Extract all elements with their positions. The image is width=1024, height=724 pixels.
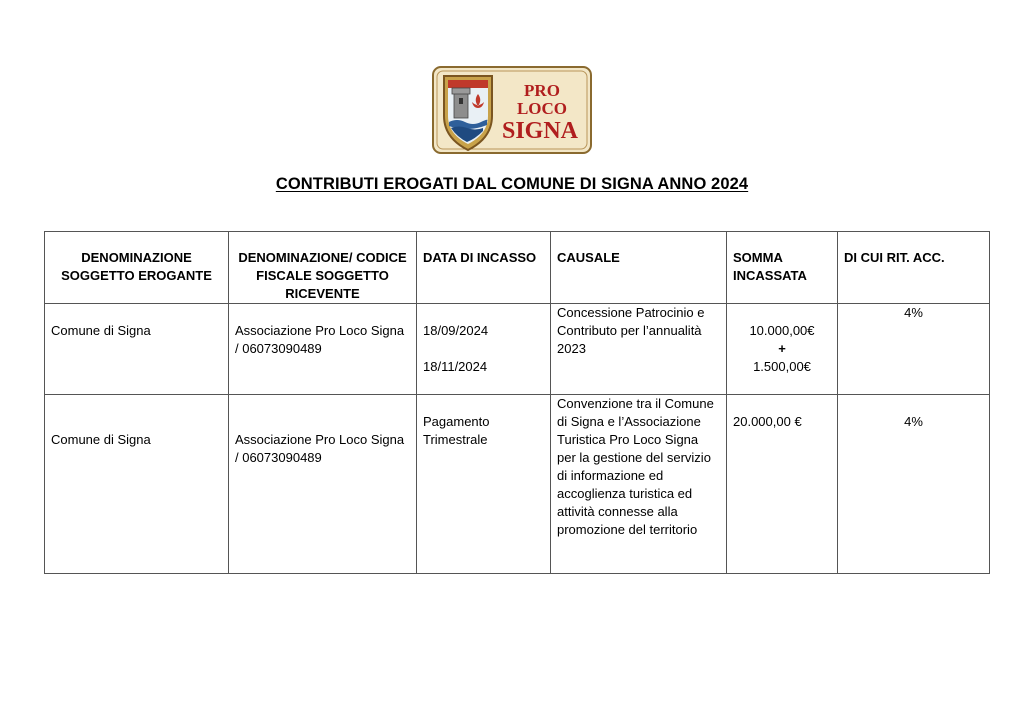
- cell-somma: [727, 395, 838, 574]
- data-incasso-2: 18/11/2024: [423, 359, 488, 374]
- causale-text: Convenzione tra il Comune di Signa e l’Associazione Turistica Pro Loco Signa per la gestione del servizio di informazione ed accoglienza turistica ed attività connesse alla promozione del territorio: [557, 396, 714, 537]
- cell-somma: [727, 304, 838, 395]
- cell-ritenuta: [838, 395, 990, 574]
- page-title: CONTRIBUTI EROGATI DAL COMUNE DI SIGNA ANNO 2024: [275, 175, 749, 193]
- causale-text: Concessione Patrocinio e Contributo per l’annualità 2023: [557, 305, 705, 356]
- somma-2: 1.500,00€: [753, 359, 811, 374]
- somma-1: 10.000,00€: [749, 323, 815, 338]
- ricevente-text: Associazione Pro Loco Signa / 06073090489: [235, 432, 405, 465]
- cell-data: [417, 395, 551, 574]
- header-somma: SOMMA INCASSATA: [727, 232, 838, 304]
- ritenuta-text: 4%: [904, 305, 923, 320]
- data-incasso-1: 18/09/2024: [423, 323, 489, 338]
- pro-loco-signa-logo: [432, 66, 592, 154]
- cell-causale: [551, 304, 727, 395]
- erogante-text: Comune di Signa: [51, 432, 151, 447]
- logo-text-signa: SIGNA: [501, 118, 579, 144]
- header-ricevente: DENOMINAZIONE/ CODICE FISCALE SOGGETTO RICEVENTE: [229, 232, 417, 304]
- cell-erogante: [45, 304, 229, 395]
- cell-erogante: [45, 395, 229, 574]
- ritenuta-text: 4%: [904, 414, 923, 429]
- cell-data: [417, 304, 551, 395]
- cell-ricevente: [229, 304, 417, 395]
- somma-text: 20.000,00 €: [733, 414, 802, 429]
- ricevente-text: Associazione Pro Loco Signa / 06073090489: [235, 323, 405, 356]
- header-data: DATA DI INCASSO: [417, 232, 551, 304]
- logo-graphic: [432, 66, 592, 154]
- table-row: [45, 395, 990, 574]
- cell-causale: [551, 395, 727, 574]
- table-header-row: [45, 232, 990, 304]
- data-incasso: Pagamento Trimestrale: [423, 414, 490, 447]
- header-erogante: DENOMINAZIONE SOGGETTO EROGANTE: [45, 232, 229, 304]
- cell-ricevente: [229, 395, 417, 574]
- header-ritenuta: DI CUI RIT. ACC.: [838, 232, 990, 304]
- contributions-table: [44, 231, 990, 574]
- logo-text-pro: PRO: [524, 81, 560, 100]
- logo-text-loco: LOCO: [516, 99, 568, 118]
- header-causale: CAUSALE: [551, 232, 727, 304]
- erogante-text: Comune di Signa: [51, 323, 151, 338]
- table-row: [45, 304, 990, 395]
- somma-plus: +: [778, 341, 786, 356]
- cell-ritenuta: [838, 304, 990, 395]
